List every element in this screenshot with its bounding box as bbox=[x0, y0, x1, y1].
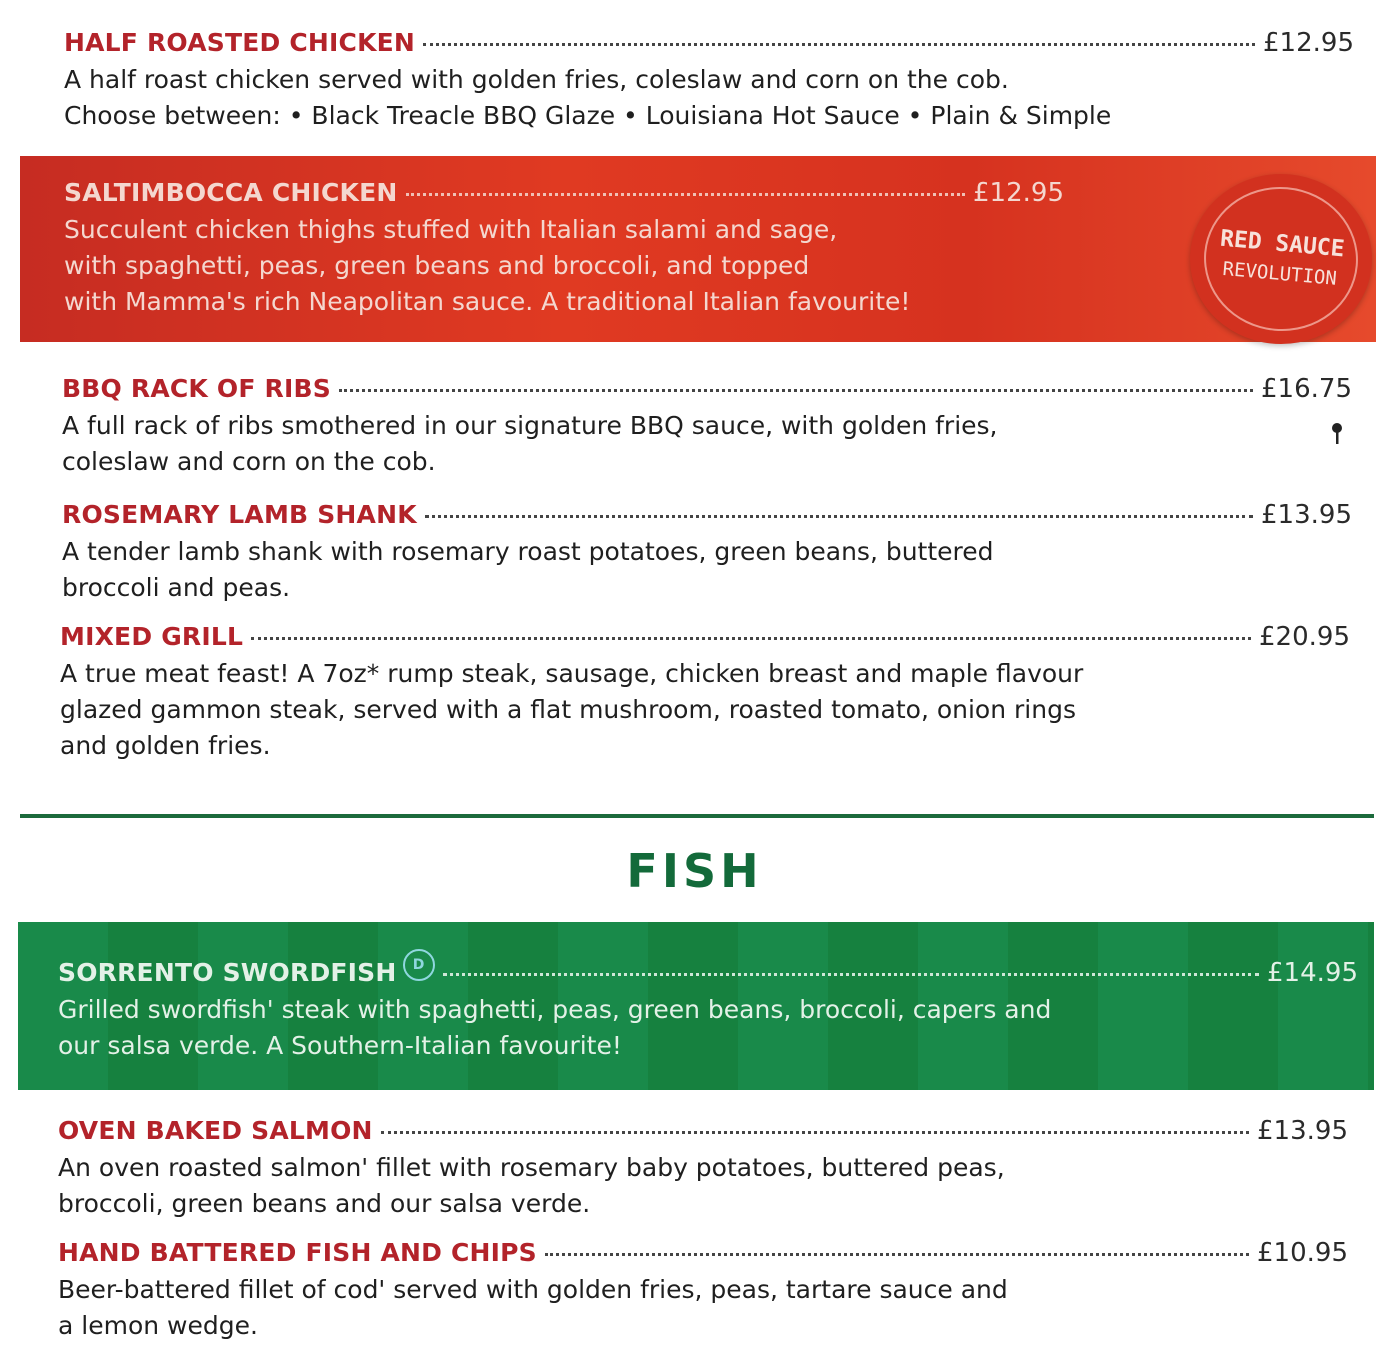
featured-band-green bbox=[18, 922, 1374, 1090]
dot-leader bbox=[423, 43, 1255, 46]
menu-item-rosemary-lamb-shank bbox=[62, 500, 1352, 606]
dot-leader bbox=[251, 637, 1251, 640]
menu-item-half-roasted-chicken bbox=[64, 28, 1354, 134]
dot-leader bbox=[545, 1253, 1249, 1256]
item-description: An oven roasted salmon' fillet with rosemary baby potatoes, buttered peas, broccoli, green beans and our salsa verde. bbox=[58, 1153, 1005, 1218]
item-header bbox=[58, 1238, 1348, 1272]
item-description: Beer-battered fillet of cod' served with golden fries, peas, tartare sauce and a lemon wedge. bbox=[58, 1275, 1008, 1340]
menu-item-mixed-grill bbox=[60, 622, 1350, 764]
badge-ring bbox=[1198, 181, 1364, 338]
item-price: £12.95 bbox=[1263, 28, 1354, 58]
item-header bbox=[58, 958, 1358, 992]
dot-leader bbox=[443, 973, 1260, 976]
item-description: A tender lamb shank with rosemary roast potatoes, green beans, buttered broccoli and peas. bbox=[62, 537, 994, 602]
item-price: £10.95 bbox=[1257, 1238, 1348, 1268]
item-name: BBQ RACK OF RIBS bbox=[62, 374, 331, 403]
dot-leader bbox=[406, 193, 965, 196]
item-description: A true meat feast! A 7oz* rump steak, sausage, chicken breast and maple flavour glazed gammon steak, served with a flat mushroom, roasted tomato, onion rings and golden fries. bbox=[60, 659, 1084, 760]
menu-item-sorrento-swordfish bbox=[58, 958, 1358, 1064]
item-name: ROSEMARY LAMB SHANK bbox=[62, 500, 417, 529]
dot-leader bbox=[339, 389, 1253, 392]
item-name: SALTIMBOCCA CHICKEN bbox=[64, 178, 398, 207]
section-title-fish: FISH bbox=[626, 844, 763, 898]
item-price: £13.95 bbox=[1261, 500, 1352, 530]
item-header bbox=[62, 500, 1352, 534]
vegetarian-marker-icon: D bbox=[403, 949, 435, 981]
badge-line-1: RED SAUCE bbox=[1219, 225, 1346, 263]
section-divider bbox=[20, 814, 1374, 818]
item-description: A full rack of ribs smothered in our signature BBQ sauce, with golden fries, coleslaw and corn on the cob. bbox=[62, 411, 998, 476]
red-sauce-revolution-badge bbox=[1190, 174, 1372, 344]
item-name: HALF ROASTED CHICKEN bbox=[64, 28, 416, 57]
item-price: £12.95 bbox=[973, 178, 1064, 208]
dot-leader bbox=[381, 1131, 1249, 1134]
item-header bbox=[60, 622, 1350, 656]
item-name: MIXED GRILL bbox=[60, 622, 244, 651]
item-description: A half roast chicken served with golden fries, coleslaw and corn on the cob. Choose between: • Black Treacle BBQ Glaze • Louisiana Hot Sauce • Plain & Simple bbox=[64, 65, 1112, 130]
item-header bbox=[62, 374, 1352, 408]
item-name: HAND BATTERED FISH AND CHIPS bbox=[58, 1238, 537, 1267]
menu-item-hand-battered-fish-and-chips bbox=[58, 1238, 1348, 1344]
item-price: £13.95 bbox=[1257, 1116, 1348, 1146]
item-name: OVEN BAKED SALMON bbox=[58, 1116, 373, 1145]
dot-leader bbox=[425, 515, 1253, 518]
item-header bbox=[64, 178, 1064, 212]
featured-band-red bbox=[20, 156, 1376, 342]
item-price: £20.95 bbox=[1259, 622, 1350, 652]
menu-item-bbq-rack-of-ribs bbox=[62, 374, 1352, 480]
item-description: Succulent chicken thighs stuffed with Italian salami and sage, with spaghetti, peas, green beans and broccoli, and topped with Mamma's rich Neapolitan sauce. A traditional Italian favourite! bbox=[64, 215, 911, 316]
menu-item-oven-baked-salmon bbox=[58, 1116, 1348, 1222]
item-header bbox=[58, 1116, 1348, 1150]
badge-line-2: REVOLUTION bbox=[1221, 257, 1338, 290]
item-name: SORRENTO SWORDFISH bbox=[58, 958, 397, 987]
item-description: Grilled swordfish' steak with spaghetti, peas, green beans, broccoli, capers and our salsa verde. A Southern-Italian favourite! bbox=[58, 995, 1052, 1060]
item-price: £16.75 bbox=[1261, 374, 1352, 404]
item-price: £14.95 bbox=[1267, 958, 1358, 988]
pin-icon bbox=[1330, 422, 1344, 446]
menu-item-saltimbocca-chicken bbox=[64, 178, 1064, 320]
item-header bbox=[64, 28, 1354, 62]
